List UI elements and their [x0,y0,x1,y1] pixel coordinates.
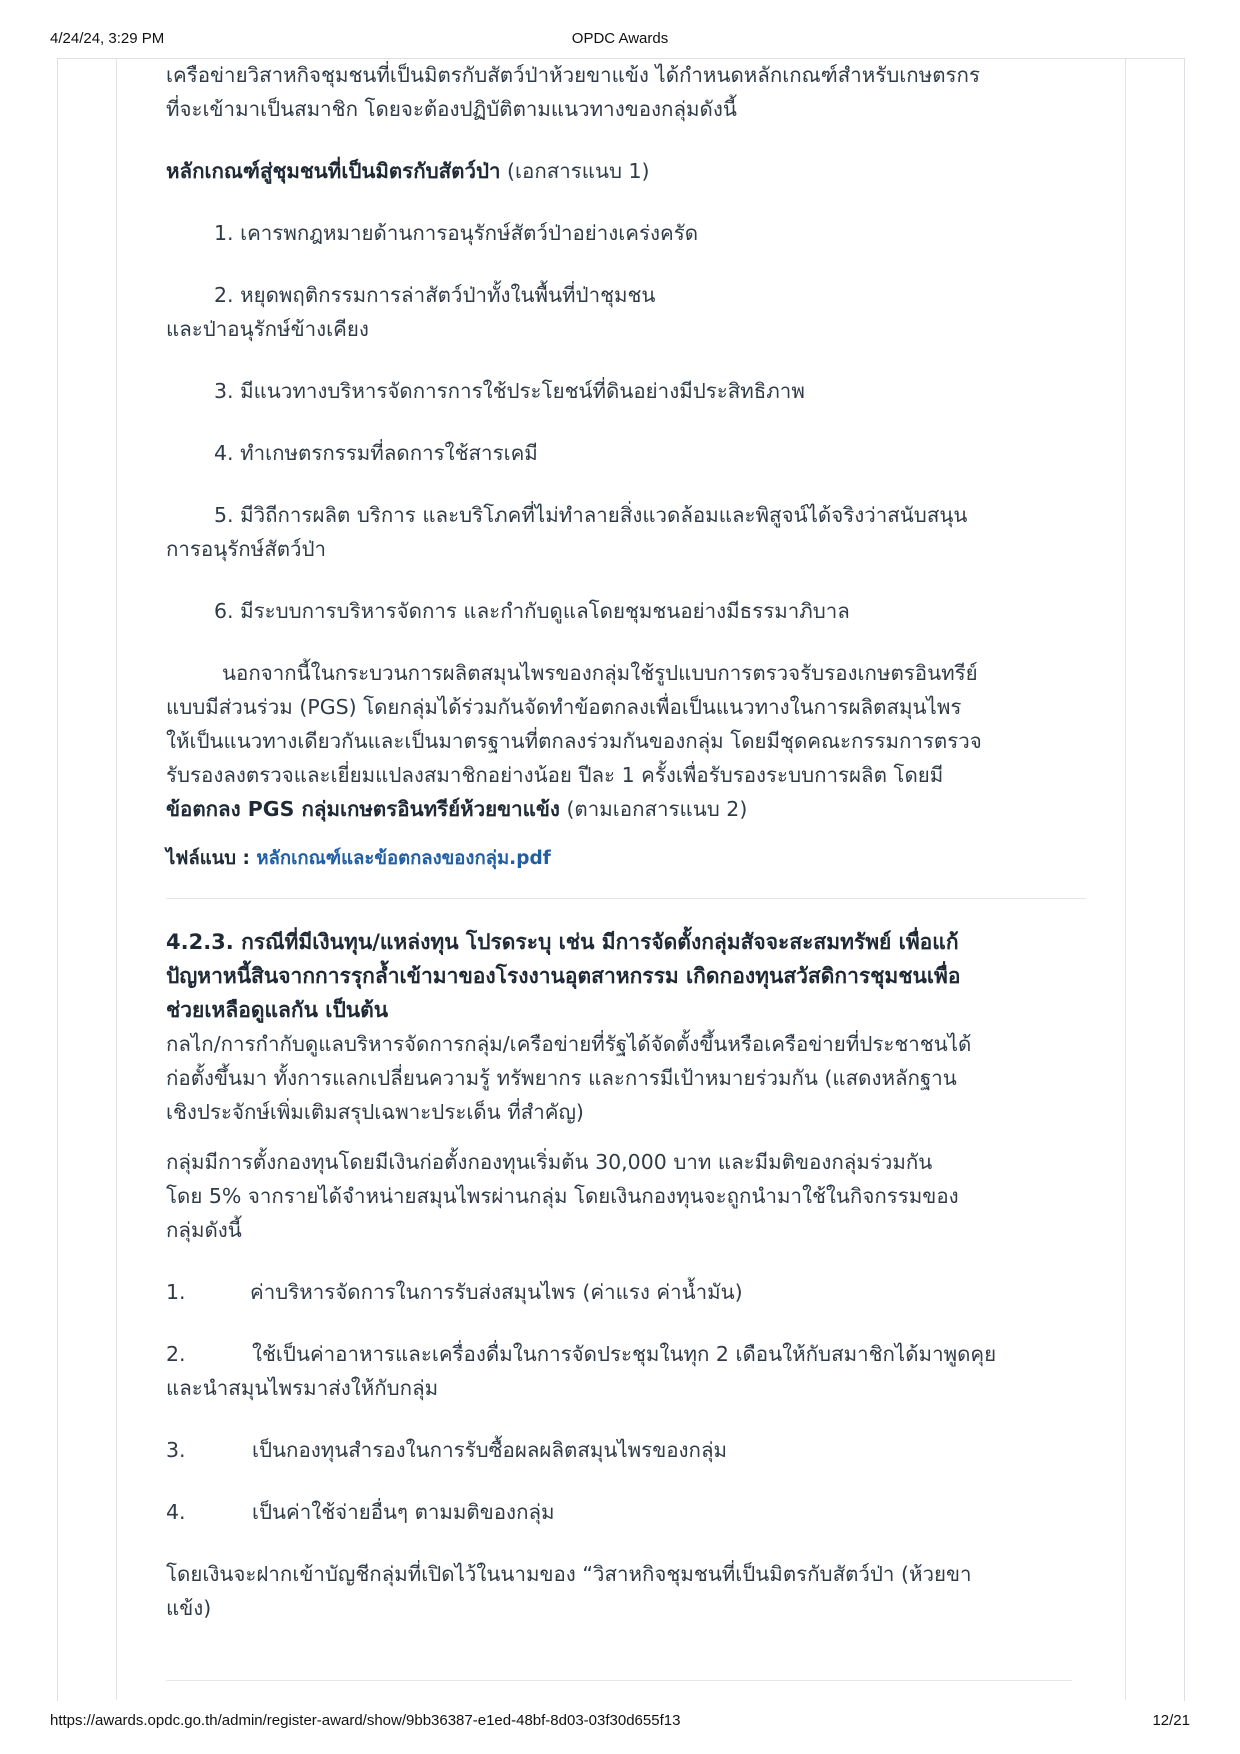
fund-use-item: 4. เป็นค่าใช้จ่ายอื่นๆ ตามมติของกลุ่ม [166,1500,555,1524]
pgs-line-4: รับรองลงตรวจและเยี่ยมแปลงสมาชิกอย่างน้อย ปีละ 1 ครั้งเพื่อรับรองระบบการผลิต โดยมี [166,763,944,787]
attachment-label: ไฟล์แนบ : [166,848,257,869]
criterion-6: 6. มีระบบการบริหารจัดการ และกำกับดูแลโดยชุมชนอย่างมีธรรมาภิบาล [214,599,850,623]
pgs-line-2: แบบมีส่วนร่วม (PGS) โดยกลุ่มได้ร่วมกันจัดทำข้อตกลงเพื่อเป็นแนวทางในการผลิตสมุนไพร [166,695,962,719]
criterion-3: 3. มีแนวทางบริหารจัดการการใช้ประโยชน์ที่ดินอย่างมีประสิทธิภาพ [214,379,805,403]
document-content [166,58,1086,1625]
attachment [166,842,1086,876]
criterion-2: 2. หยุดพฤติกรรมการล่าสัตว์ป่าทั้งในพื้นที่ป่าชุมชน [214,283,656,307]
fund-use-item: 3. เป็นกองทุนสำรองในการรับซื้อผลผลิตสมุนไพรของกลุ่ม [166,1438,728,1462]
bottom-divider [166,1680,1072,1681]
fund-use-item: 1. ค่าบริหารจัดการในการรับส่งสมุนไพร (ค่าแรง ค่าน้ำมัน) [166,1280,743,1304]
section-description: กลไก/การกำกับดูแลบริหารจัดการกลุ่ม/เครือข่ายที่รัฐได้จัดตั้งขึ้นหรือเครือข่ายที่ประชาชนได้ ก่อตั้งขึ้นมา ทั้งการแลกเปลี่ยนความรู้ ทรัพยากร และการมีเป้าหมายร่วมกัน (แสดงหลักฐาน เชิงประจักษ์เพิ่มเติมสรุปเฉพาะประเด็น ที่สำคัญ) [166,1032,972,1124]
criterion-2-cont: และป่าอนุรักษ์ข้างเคียง [166,317,369,341]
section-heading: 4.2.3. กรณีที่มีเงินทุน/แหล่งทุน โปรดระบุ เช่น มีการจัดตั้งกลุ่มสัจจะสะสมทรัพย์ เพื่อแก้ ปัญหาหนี้สินจากการรุกล้ำเข้ามาของโรงงานอุตสาหกรรม เกิดกองทุนสวัสดิการชุมชนเพื่อ ช่วยเหลือดูแลกัน เป็นต้น [166,930,961,1022]
print-url: https://awards.opdc.go.th/admin/register-award/show/9bb36387-e1ed-48bf-8d03-03f30d655f13 [50,1712,681,1729]
criterion-1: 1. เคารพกฎหมายด้านการอนุรักษ์สัตว์ป่าอย่างเคร่งครัด [214,221,699,245]
closing-text: โดยเงินจะฝากเข้าบัญชีกลุ่มที่เปิดไว้ในนามของ “วิสาหกิจชุมชนที่เป็นมิตรกับสัตว์ป่า (ห้วยขา แข้ง) [166,1562,972,1620]
criterion-5: 5. มีวิถีการผลิต บริการ และบริโภคที่ไม่ทำลายสิ่งแวดล้อมและพิสูจน์ได้จริงว่าสนับสนุน [214,503,968,527]
print-page-number: 12/21 [1152,1712,1190,1729]
section-divider [166,898,1086,899]
print-datetime: 4/24/24, 3:29 PM [50,30,165,47]
pgs-line-3: ให้เป็นแนวทางเดียวกันและเป็นมาตรฐานที่ตกลงร่วมกันของกลุ่ม โดยมีชุดคณะกรรมการตรวจ [166,729,982,753]
pgs-agreement: ข้อตกลง PGS กลุ่มเกษตรอินทรีย์ห้วยขาแข้ง (ตามเอกสารแนบ 2) [166,797,748,821]
criteria-title: หลักเกณฑ์สู่ชุมชนที่เป็นมิตรกับสัตว์ป่า (เอกสารแนบ 1) [166,159,650,183]
attachment-link[interactable]: หลักเกณฑ์และข้อตกลงของกลุ่ม.pdf [256,848,551,869]
criterion-5-cont: การอนุรักษ์สัตว์ป่า [166,537,327,561]
criterion-4: 4. ทำเกษตรกรรมที่ลดการใช้สารเคมี [214,441,538,465]
print-page-title: OPDC Awards [571,30,669,47]
pgs-line-1: นอกจากนี้ในกระบวนการผลิตสมุนไพรของกลุ่มใช้รูปแบบการตรวจรับรองเกษตรอินทรีย์ [222,661,978,685]
intro-text: เครือข่ายวิสาหกิจชุมชนที่เป็นมิตรกับสัตว์ป่าห้วยขาแข้ง ได้กำหนดหลักเกณฑ์สำหรับเกษตรกร ที่จะเข้ามาเป็นสมาชิก โดยจะต้องปฏิบัติตามแนวทางของกลุ่มดังนี้ [166,63,980,121]
fund-description: กลุ่มมีการตั้งกองทุนโดยมีเงินก่อตั้งกองทุนเริ่มต้น 30,000 บาท และมีมติของกลุ่มร่วมกัน โดย 5% จากรายได้จำหน่ายสมุนไพรผ่านกลุ่ม โดยเงินกองทุนจะถูกนำมาใช้ในกิจกรรมของ กลุ่มดังนี้ [166,1150,959,1242]
fund-use-item: 2. ใช้เป็นค่าอาหารและเครื่องดื่มในการจัดประชุมในทุก 2 เดือนให้กับสมาชิกได้มาพูดคุย และนำสมุนไพรมาส่งให้กับกลุ่ม [166,1342,997,1400]
